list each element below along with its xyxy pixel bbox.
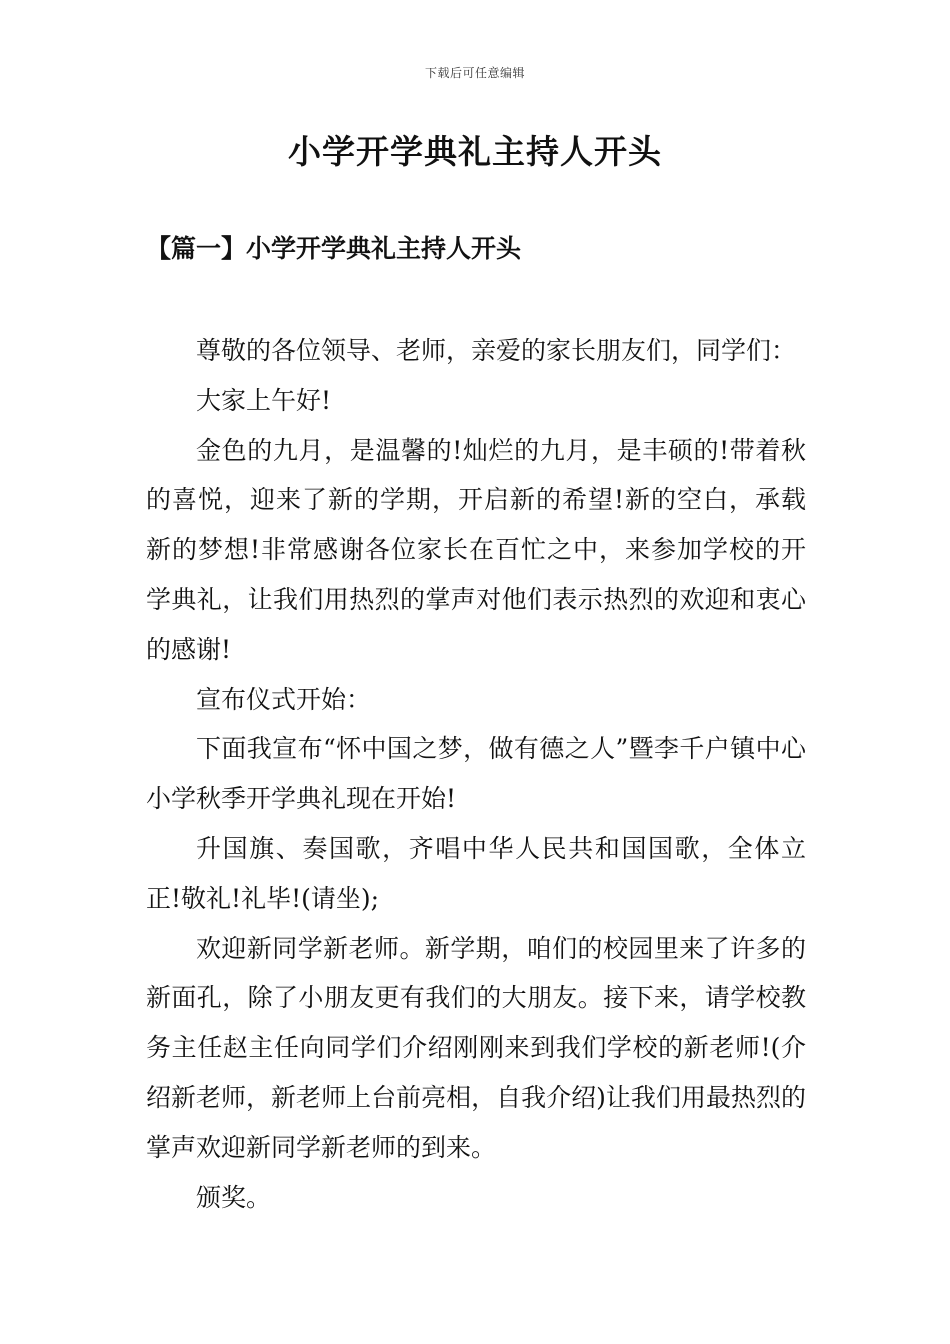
paragraph-announcement: 下面我宣布“怀中国之梦，做有德之人”暨李千户镇中心小学秋季开学典礼现在开始! [146,734,806,814]
paragraph-ceremony-start: 宣布仪式开始： [196,684,372,714]
body-text [146,326,806,1222]
header-note: 下载后可任意编辑 [424,66,525,80]
paragraph-awards: 颁奖。 [196,1182,272,1212]
paragraph-welcome: 金色的九月，是温馨的!灿烂的九月，是丰硕的!带着秋的喜悦，迎来了新的学期，开启新的希望!新的空白，承载新的梦想!非常感谢各位家长在百忙之中，来参加学校的开学典礼，让我们用热烈的掌声对他们表示热烈的欢迎和衷心的感谢! [146,435,806,664]
paragraph-new-teachers: 欢迎新同学新老师。新学期，咱们的校园里来了许多的新面孔，除了小朋友更有我们的大朋友。接下来，请学校教务主任赵主任向同学们介绍刚刚来到我们学校的新老师!(介绍新老师，新老师上台前亮相，自我介绍)让我们用最热烈的掌声欢迎新同学新老师的到来。 [146,933,806,1162]
section-heading: 【篇一】小学开学典礼主持人开头 [146,234,522,263]
paragraph-hello: 大家上午好! [196,385,332,415]
document-title: 小学开学典礼主持人开头 [288,132,662,171]
paragraph-greeting: 尊敬的各位领导、老师，亲爱的家长朋友们，同学们： [196,336,797,365]
paragraph-flag-raising: 升国旗、奏国歌，齐唱中华人民共和国国歌，全体立正!敬礼!礼毕!(请坐); [146,833,806,913]
